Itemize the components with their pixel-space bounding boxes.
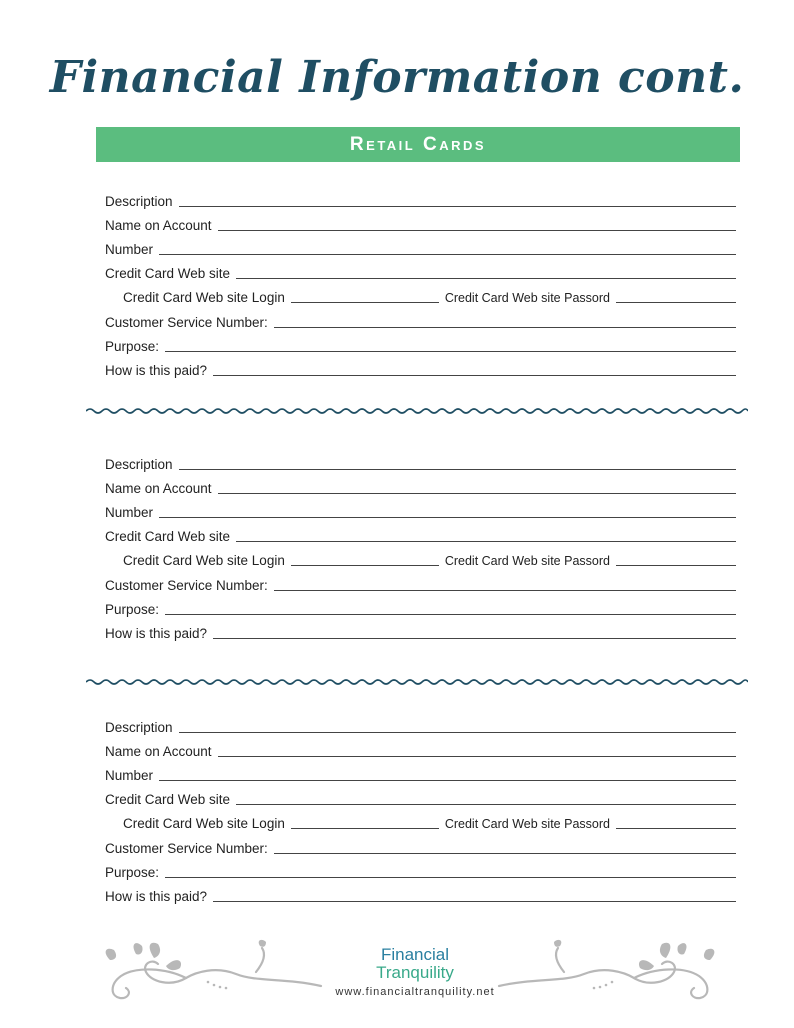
description-line[interactable]	[179, 469, 736, 470]
section-banner	[96, 127, 740, 162]
logo-line-tranquility: Tranquility	[376, 963, 454, 982]
left-swirl-ornament	[96, 938, 326, 1008]
wave-divider	[86, 406, 748, 416]
login-row	[123, 812, 736, 832]
purpose-line[interactable]	[165, 351, 736, 352]
name-on-account-row	[105, 477, 736, 497]
number-row	[105, 501, 736, 521]
web-site-line[interactable]	[236, 278, 736, 279]
how-paid-label: How is this paid?	[105, 889, 208, 904]
number-row	[105, 238, 736, 258]
purpose-label: Purpose:	[105, 865, 160, 880]
purpose-row	[105, 335, 736, 355]
description-label: Description	[105, 194, 173, 209]
number-line[interactable]	[159, 780, 736, 781]
number-line[interactable]	[159, 517, 736, 518]
web-site-label: Credit Card Web site	[105, 266, 231, 281]
login-row	[123, 549, 736, 569]
right-swirl-ornament	[494, 938, 724, 1008]
how-paid-row	[105, 622, 736, 642]
number-label: Number	[105, 242, 154, 257]
name-on-account-row	[105, 214, 736, 234]
web-site-row	[105, 262, 736, 282]
name-on-account-line[interactable]	[218, 756, 736, 757]
password-label: Credit Card Web site Passord	[444, 291, 610, 305]
how-paid-label: How is this paid?	[105, 363, 208, 378]
web-site-label: Credit Card Web site	[105, 529, 231, 544]
how-paid-line[interactable]	[213, 638, 736, 639]
description-label: Description	[105, 720, 173, 735]
customer-service-row	[105, 837, 736, 857]
customer-service-line[interactable]	[274, 590, 736, 591]
how-paid-row	[105, 885, 736, 905]
purpose-line[interactable]	[165, 614, 736, 615]
customer-service-label: Customer Service Number:	[105, 315, 268, 330]
password-line[interactable]	[616, 565, 736, 566]
description-row	[105, 190, 736, 210]
customer-service-line[interactable]	[274, 327, 736, 328]
login-line[interactable]	[291, 565, 439, 566]
customer-service-line[interactable]	[274, 853, 736, 854]
number-label: Number	[105, 505, 154, 520]
web-site-line[interactable]	[236, 804, 736, 805]
description-row	[105, 453, 736, 473]
description-line[interactable]	[179, 206, 736, 207]
page-title: Financial Information cont.	[49, 52, 745, 103]
web-site-row	[105, 788, 736, 808]
web-site-row	[105, 525, 736, 545]
password-label: Credit Card Web site Passord	[444, 554, 610, 568]
login-label: Credit Card Web site Login	[123, 290, 285, 305]
description-label: Description	[105, 457, 173, 472]
number-label: Number	[105, 768, 154, 783]
name-on-account-label: Name on Account	[105, 481, 212, 496]
web-site-label: Credit Card Web site	[105, 792, 231, 807]
purpose-line[interactable]	[165, 877, 736, 878]
password-line[interactable]	[616, 302, 736, 303]
name-on-account-line[interactable]	[218, 493, 736, 494]
website-url[interactable]: www.financialtranquility.net	[335, 986, 495, 998]
how-paid-line[interactable]	[213, 375, 736, 376]
login-line[interactable]	[291, 828, 439, 829]
login-label: Credit Card Web site Login	[123, 553, 285, 568]
logo-line-financial: Financial	[380, 945, 450, 964]
name-on-account-label: Name on Account	[105, 218, 212, 233]
customer-service-row	[105, 311, 736, 331]
description-row	[105, 716, 736, 736]
purpose-label: Purpose:	[105, 339, 160, 354]
name-on-account-line[interactable]	[218, 230, 736, 231]
name-on-account-row	[105, 740, 736, 760]
description-line[interactable]	[179, 732, 736, 733]
number-line[interactable]	[159, 254, 736, 255]
purpose-row	[105, 598, 736, 618]
customer-service-label: Customer Service Number:	[105, 841, 268, 856]
login-label: Credit Card Web site Login	[123, 816, 285, 831]
login-row	[123, 286, 736, 306]
how-paid-line[interactable]	[213, 901, 736, 902]
customer-service-label: Customer Service Number:	[105, 578, 268, 593]
purpose-label: Purpose:	[105, 602, 160, 617]
name-on-account-label: Name on Account	[105, 744, 212, 759]
how-paid-row	[105, 359, 736, 379]
section-title: Retail Cards	[349, 134, 487, 155]
password-line[interactable]	[616, 828, 736, 829]
password-label: Credit Card Web site Passord	[444, 817, 610, 831]
company-logo	[330, 946, 500, 998]
login-line[interactable]	[291, 302, 439, 303]
purpose-row	[105, 861, 736, 881]
web-site-line[interactable]	[236, 541, 736, 542]
how-paid-label: How is this paid?	[105, 626, 208, 641]
customer-service-row	[105, 574, 736, 594]
wave-divider	[86, 677, 748, 687]
number-row	[105, 764, 736, 784]
